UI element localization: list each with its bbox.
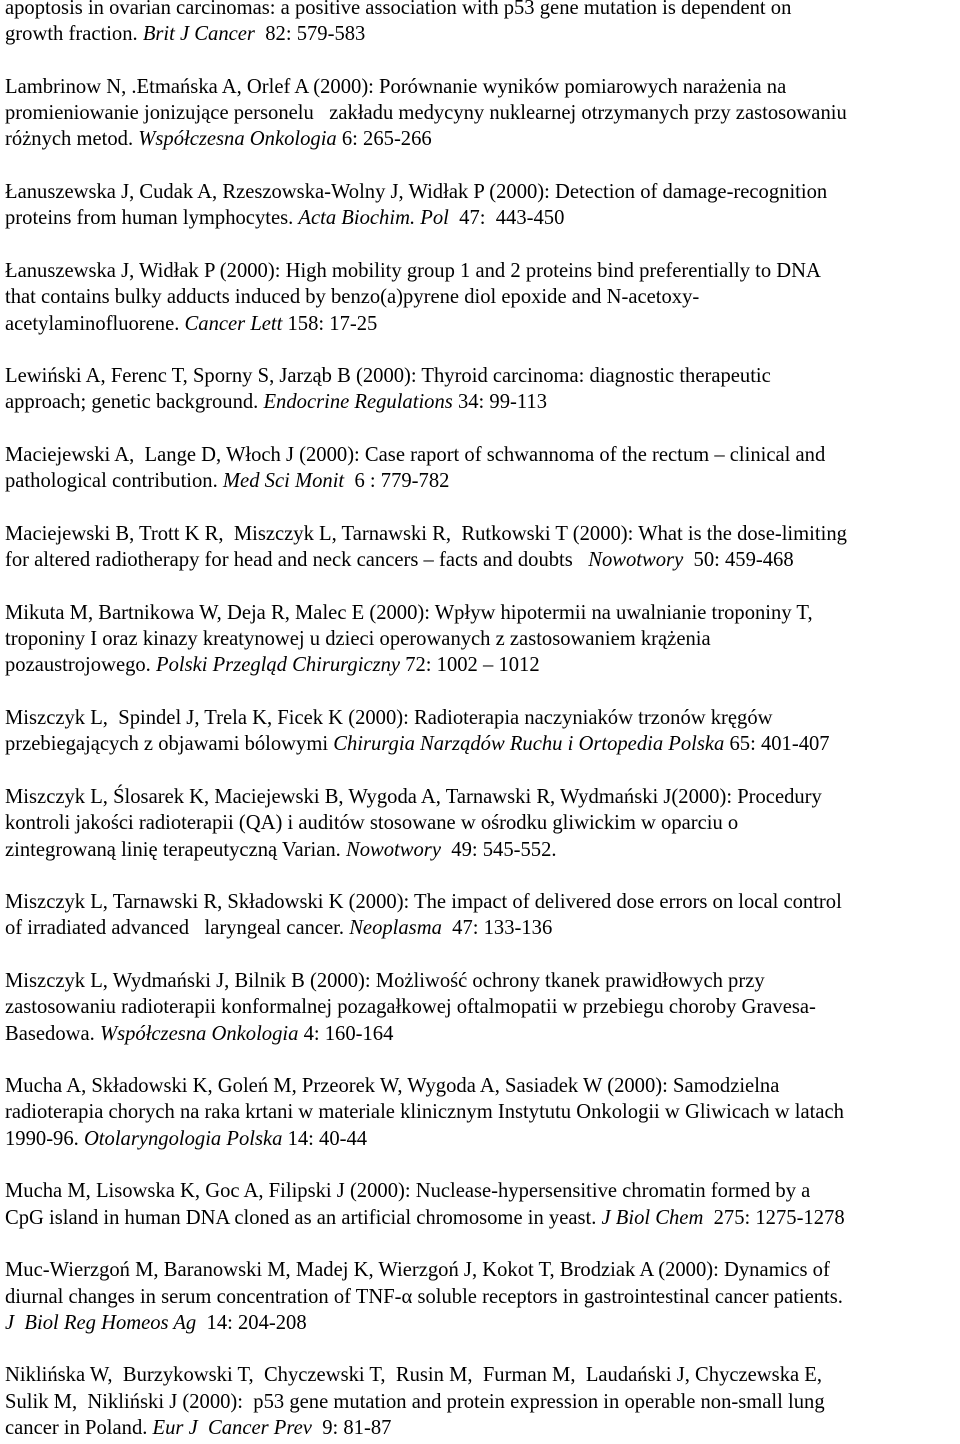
journal-title: Chirurgia Narządów Ruchu i Ortopedia Polska (333, 733, 725, 756)
reference-text: proteins from human lymphocytes. (5, 207, 299, 230)
reference-text: of irradiated advanced laryngeal cancer. (5, 917, 350, 940)
reference-text: Sulik M, Nikliński J (2000): p53 gene mutation and protein expression in operable non-small lung (5, 1390, 825, 1413)
reference-text: Miszczyk L, Ślosarek K, Maciejewski B, Wygoda A, Tarnawski R, Wydmański J(2000): Procedury (5, 785, 822, 808)
reference-text: 6 : 779-782 (344, 470, 450, 493)
reference-text: growth fraction. (5, 23, 143, 46)
journal-title: Współczesna Onkologia (99, 1022, 299, 1045)
reference-line (5, 468, 960, 494)
reference-line (5, 731, 960, 757)
reference-line (5, 1415, 960, 1441)
reference-line (5, 100, 960, 126)
reference-entry (5, 1362, 960, 1441)
reference-text: 34: 99-113 (452, 391, 547, 414)
journal-title: Acta Biochim. Pol (298, 207, 449, 230)
reference-line (5, 1073, 960, 1099)
reference-entry (5, 705, 960, 758)
reference-text: Basedowa. (5, 1022, 100, 1045)
journal-title: Współczesna Onkologia (138, 128, 337, 151)
reference-line (5, 74, 960, 100)
reference-text: Miszczyk L, Spindel J, Trela K, Ficek K (2000): Radioterapia naczyniaków trzonów kręgów (5, 707, 773, 730)
reference-text: pozaustrojowego. (5, 654, 156, 677)
reference-text: diurnal changes in serum concentration of TNF-α soluble receptors in gastrointestinal cancer patients. (5, 1285, 843, 1308)
reference-line (5, 205, 960, 231)
reference-line (5, 389, 960, 415)
reference-line (5, 1021, 960, 1047)
reference-text: kontroli jakości radioterapii (QA) i auditów stosowane w ośrodku gliwickim w oparciu o (5, 812, 739, 835)
journal-title: Eur J Cancer Prev (152, 1417, 312, 1440)
reference-line (5, 126, 960, 152)
reference-text: 82: 579-583 (254, 23, 366, 46)
reference-text: 275: 1275-1278 (703, 1206, 845, 1229)
reference-line (5, 652, 960, 678)
journal-title: Polski Przegląd Chirurgiczny (155, 654, 401, 677)
reference-line (5, 1126, 960, 1152)
reference-line (5, 521, 960, 547)
reference-entry (5, 600, 960, 679)
reference-text: 9: 81-87 (311, 1417, 392, 1440)
reference-entry (5, 258, 960, 337)
reference-text: Łanuszewska J, Widłak P (2000): High mobility group 1 and 2 proteins bind preferentially to DNA (5, 259, 821, 282)
reference-text: Miszczyk L, Wydmański J, Bilnik B (2000): Możliwość ochrony tkanek prawidłowych przy (5, 969, 765, 992)
reference-text: 65: 401-407 (724, 733, 830, 756)
reference-line (5, 889, 960, 915)
journal-title: Nowotwory (345, 838, 441, 861)
reference-entry (5, 74, 960, 153)
journal-title: Endocrine Regulations (263, 391, 453, 414)
reference-text: 14: 40-44 (282, 1127, 368, 1150)
journal-title: Cancer Lett (184, 312, 283, 335)
reference-text: Lewiński A, Ferenc T, Sporny S, Jarząb B (2000): Thyroid carcinoma: diagnostic therapeutic (5, 365, 771, 388)
reference-text: cancer in Poland. (5, 1417, 153, 1440)
reference-text: Mikuta M, Bartnikowa W, Deja R, Malec E (2000): Wpływ hipotermii na uwalnianie troponiny T, (5, 601, 813, 624)
reference-text: przebiegających z objawami bólowymi (5, 733, 334, 756)
reference-entry (5, 0, 960, 48)
reference-list (5, 0, 960, 1441)
reference-text: Mucha A, Składowski K, Goleń M, Przeorek W, Wygoda A, Sasiadek W (2000): Samodzielna (5, 1075, 780, 1098)
reference-text: 47: 443-450 (448, 207, 565, 230)
reference-text: 50: 459-468 (683, 549, 794, 572)
journal-title: Neoplasma (349, 917, 442, 940)
reference-line (5, 1099, 960, 1125)
reference-text: 158: 17-25 (282, 312, 378, 335)
reference-entry (5, 1257, 960, 1336)
reference-text: that contains bulky adducts induced by benzo(a)pyrene diol epoxide and N-acetoxy- (5, 286, 700, 309)
reference-text: Łanuszewska J, Cudak A, Rzeszowska-Wolny J, Widłak P (2000): Detection of damage-recognition (5, 181, 828, 204)
reference-entry (5, 442, 960, 495)
reference-line (5, 1362, 960, 1388)
journal-title: Med Sci Monit (222, 470, 345, 493)
reference-text: apoptosis in ovarian carcinomas: a positive association with p53 gene mutation is dependent on (5, 0, 792, 19)
reference-text: troponiny I oraz kinazy kreatynowej u dzieci operowanych z zastosowaniem krążenia (5, 628, 711, 651)
reference-entry (5, 968, 960, 1047)
reference-entry (5, 889, 960, 942)
reference-line (5, 784, 960, 810)
reference-line (5, 179, 960, 205)
reference-text: for altered radiotherapy for head and neck cancers – facts and doubts (5, 549, 589, 572)
reference-entry (5, 1178, 960, 1231)
reference-line (5, 1178, 960, 1204)
reference-text: acetylaminofluorene. (5, 312, 185, 335)
reference-line (5, 1257, 960, 1283)
journal-title: J Biol Chem (601, 1206, 704, 1229)
reference-line (5, 1310, 960, 1336)
journal-title: Nowotwory (588, 549, 684, 572)
reference-text: zintegrowaną linię terapeutyczną Varian. (5, 838, 346, 861)
reference-text: 1990-96. (5, 1127, 84, 1150)
reference-line (5, 311, 960, 337)
reference-entry (5, 1073, 960, 1152)
reference-text: 14: 204-208 (196, 1311, 307, 1334)
reference-text: zastosowaniu radioterapii konformalnej pozagałkowej oftalmopatii w przebiegu choroby Gravesa- (5, 996, 816, 1019)
reference-text: Niklińska W, Burzykowski T, Chyczewski T, Rusin M, Furman M, Laudański J, Chyczewska E, (5, 1364, 823, 1387)
reference-line (5, 705, 960, 731)
reference-line (5, 21, 960, 47)
reference-text: 6: 265-266 (336, 128, 432, 151)
reference-text: Lambrinow N, .Etmańska A, Orlef A (2000): Porównanie wyników pomiarowych narażenia na (5, 75, 787, 98)
reference-text: 72: 1002 – 1012 (400, 654, 540, 677)
reference-line (5, 284, 960, 310)
reference-entry (5, 363, 960, 416)
reference-text: pathological contribution. (5, 470, 223, 493)
reference-text: Mucha M, Lisowska K, Goc A, Filipski J (2000): Nuclease-hypersensitive chromatin formed by a (5, 1180, 811, 1203)
reference-text: radioterapia chorych na raka krtani w materiale klinicznym Instytutu Onkologii w Gliwicach w latach (5, 1101, 844, 1124)
reference-entry (5, 521, 960, 574)
reference-text: promieniowanie jonizujące personelu zakładu medycyny nuklearnej otrzymanych przy zastosowaniu (5, 102, 847, 125)
reference-line (5, 968, 960, 994)
reference-line (5, 1205, 960, 1231)
reference-line (5, 442, 960, 468)
reference-line (5, 810, 960, 836)
reference-line (5, 915, 960, 941)
reference-line (5, 626, 960, 652)
reference-line (5, 837, 960, 863)
reference-text: CpG island in human DNA cloned as an artificial chromosome in yeast. (5, 1206, 602, 1229)
reference-text: Maciejewski B, Trott K R, Miszczyk L, Tarnawski R, Rutkowski T (2000): What is the dose-limiting (5, 522, 847, 545)
reference-text: 4: 160-164 (298, 1022, 394, 1045)
reference-text: Muc-Wierzgoń M, Baranowski M, Madej K, Wierzgoń J, Kokot T, Brodziak A (2000): Dynamics of (5, 1259, 830, 1282)
reference-line (5, 600, 960, 626)
journal-title: Otolaryngologia Polska (83, 1127, 283, 1150)
reference-text: approach; genetic background. (5, 391, 264, 414)
reference-entry (5, 179, 960, 232)
reference-line (5, 258, 960, 284)
reference-line (5, 0, 960, 21)
reference-line (5, 1389, 960, 1415)
reference-line (5, 547, 960, 573)
reference-entry (5, 784, 960, 863)
journal-title: J Biol Reg Homeos Ag (5, 1311, 197, 1334)
reference-line (5, 1284, 960, 1310)
reference-text: różnych metod. (5, 128, 139, 151)
reference-text: 49: 545-552. (440, 838, 557, 861)
reference-line (5, 363, 960, 389)
reference-text: Miszczyk L, Tarnawski R, Składowski K (2000): The impact of delivered dose errors on local control (5, 891, 842, 914)
reference-text: 47: 133-136 (441, 917, 553, 940)
journal-title: Brit J Cancer (142, 23, 255, 46)
reference-text: Maciejewski A, Lange D, Włoch J (2000): Case raport of schwannoma of the rectum – clinical and (5, 444, 826, 467)
reference-line (5, 994, 960, 1020)
